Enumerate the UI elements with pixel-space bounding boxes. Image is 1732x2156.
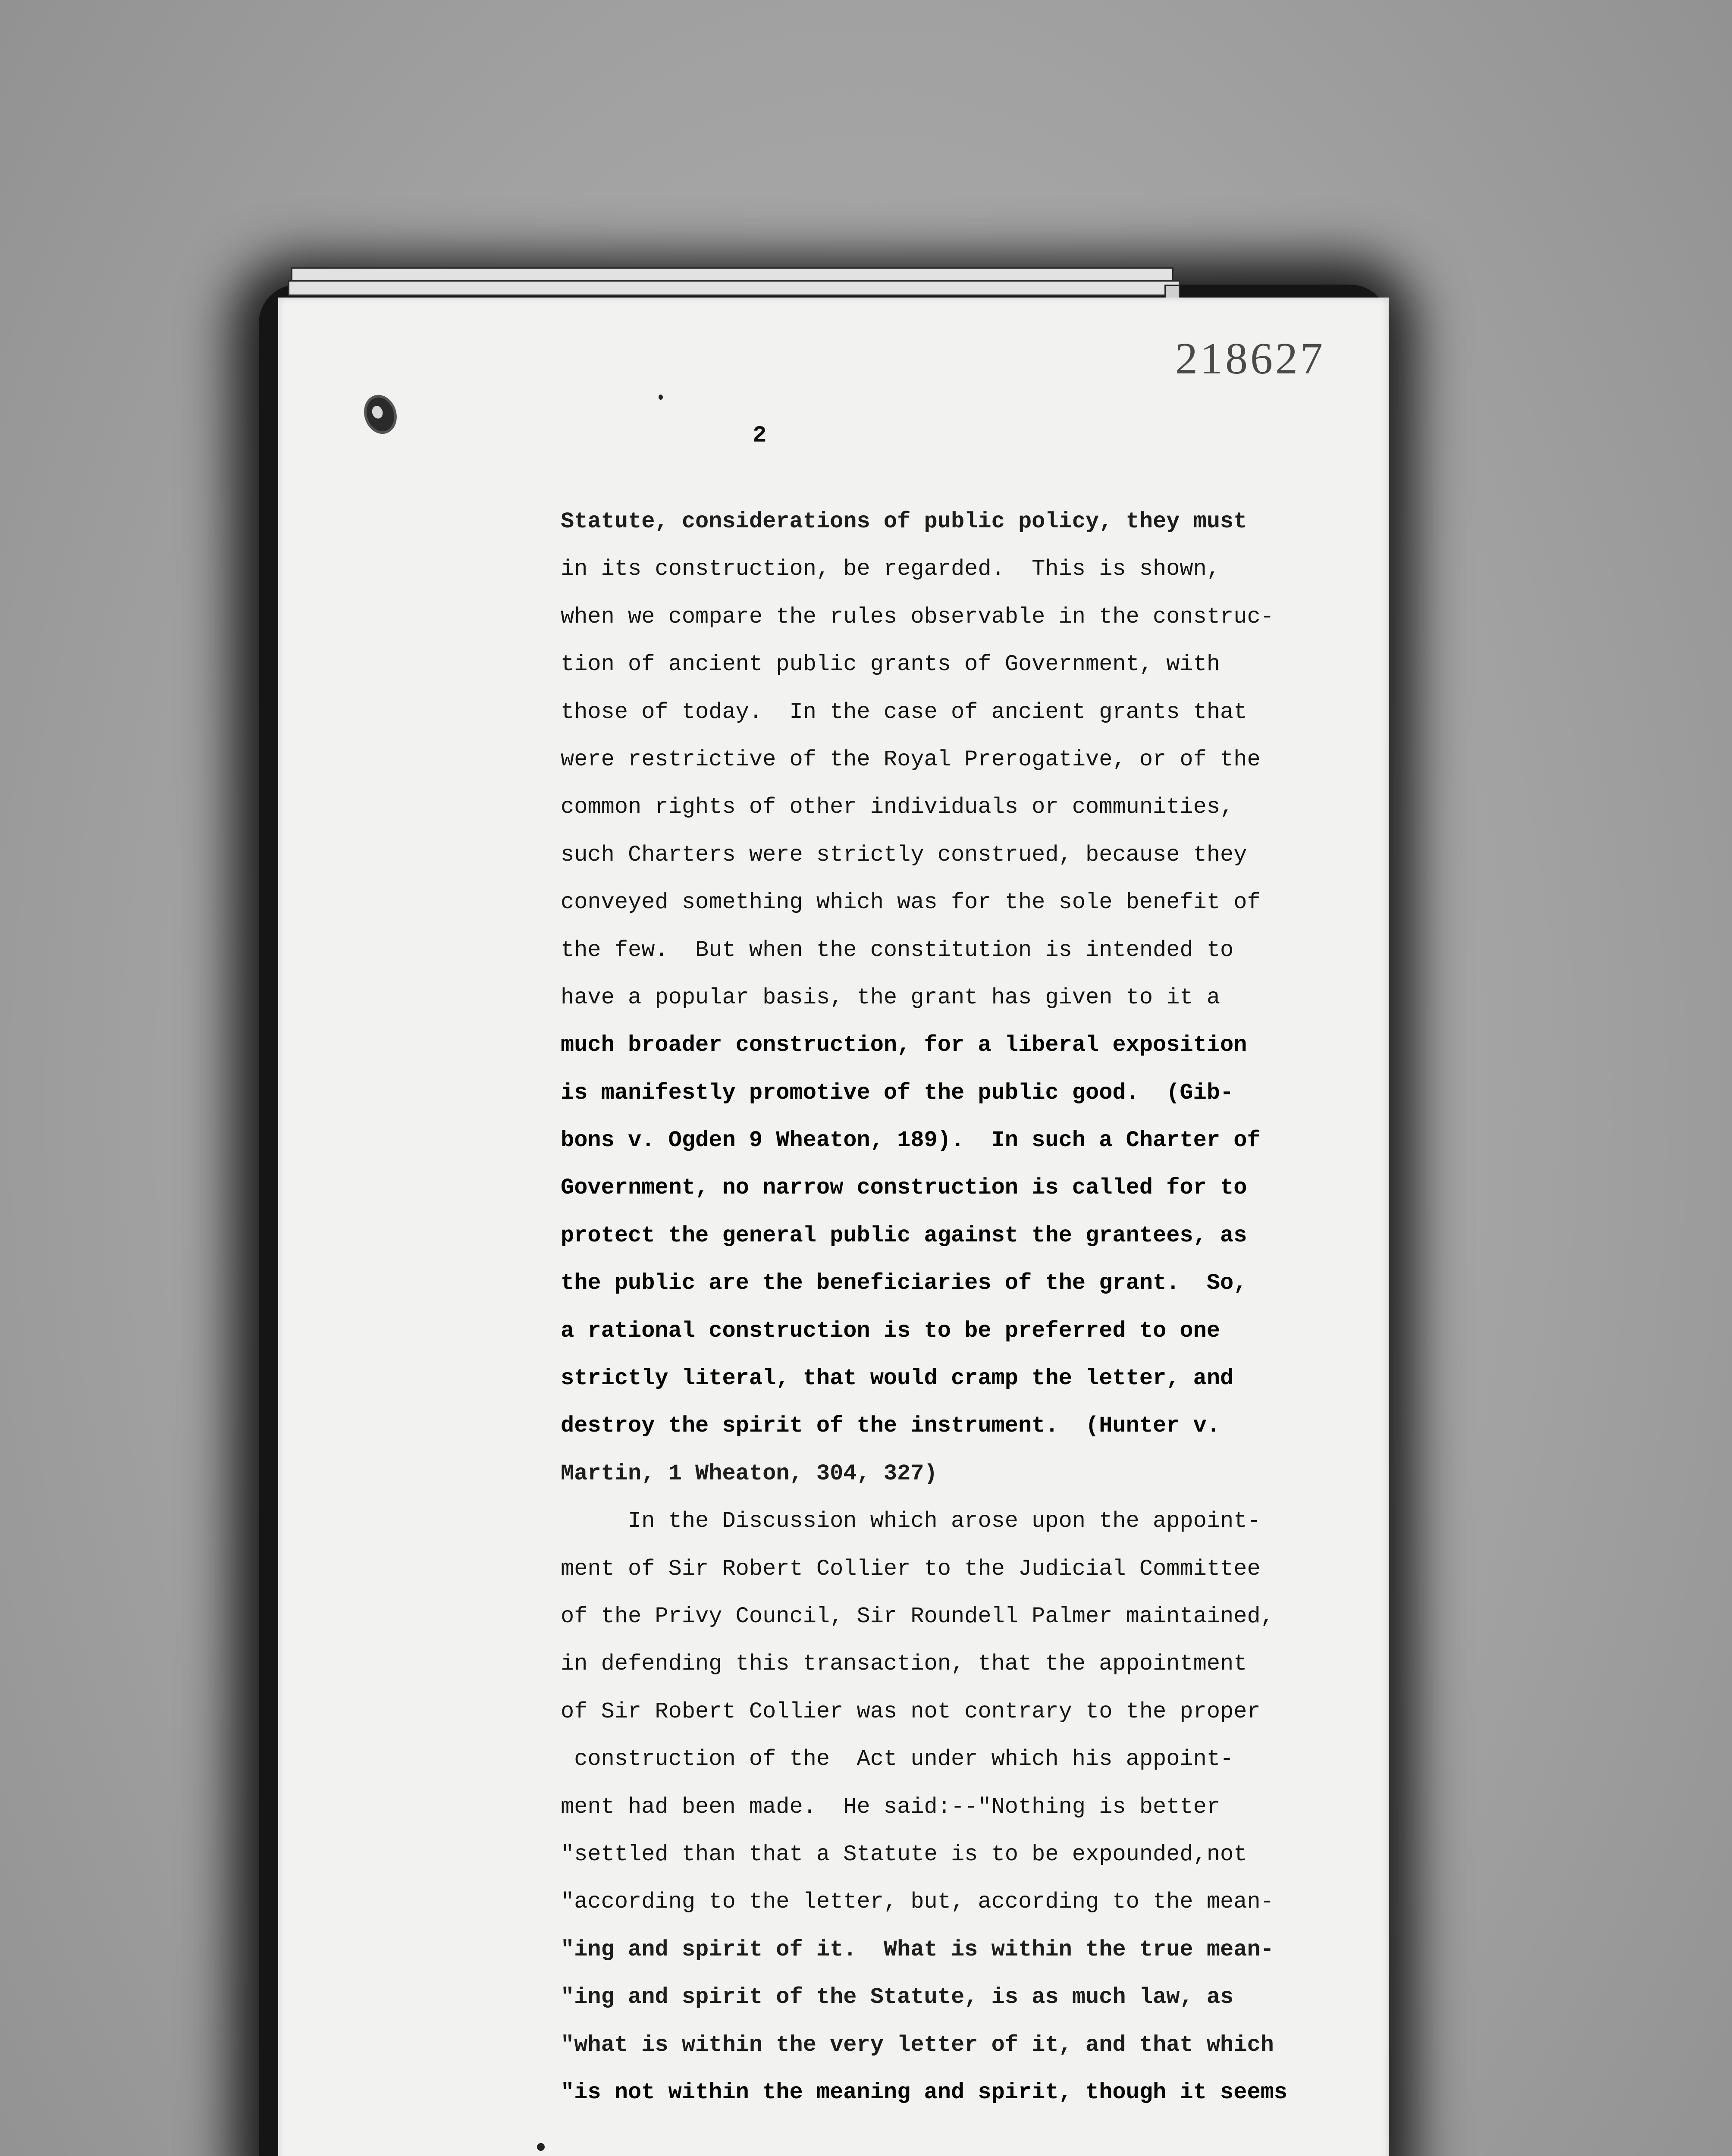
- stacked-sheet-edge: [288, 280, 1180, 296]
- text-line: a rational construction is to be preferred to one: [561, 1318, 1221, 1344]
- text-line: "what is within the very letter of it, and that which: [561, 2032, 1274, 2058]
- text-line: "according to the letter, but, according to the mean-: [561, 1889, 1274, 1915]
- document-page: [278, 298, 1389, 2156]
- text-line: common rights of other individuals or communities,: [561, 794, 1234, 820]
- text-line: in its construction, be regarded. This is shown,: [561, 556, 1221, 582]
- text-line: Government, no narrow construction is called for to: [561, 1175, 1247, 1201]
- text-line: "settled than that a Statute is to be expounded,not: [561, 1841, 1247, 1867]
- text-line: the few. But when the constitution is intended to: [561, 937, 1234, 963]
- text-line: ment of Sir Robert Collier to the Judicial Committee: [561, 1556, 1261, 1582]
- archive-stamp-number: 218627: [1175, 334, 1325, 383]
- text-line: were restrictive of the Royal Prerogative, or of the: [561, 746, 1261, 772]
- text-line: of the Privy Council, Sir Roundell Palmer maintained,: [561, 1603, 1274, 1629]
- text-line: is manifestly promotive of the public good. (Gib-: [561, 1080, 1234, 1106]
- text-line: have a popular basis, the grant has given to it a: [561, 984, 1221, 1010]
- text-line: "is not within the meaning and spirit, though it seems: [561, 2079, 1288, 2105]
- text-line: ment had been made. He said:--"Nothing is better: [561, 1794, 1221, 1820]
- typed-body-text: [561, 498, 1639, 2116]
- text-line: destroy the spirit of the instrument. (Hunter v.: [561, 1413, 1221, 1439]
- text-line: much broader construction, for a liberal exposition: [561, 1032, 1247, 1058]
- text-line: "ing and spirit of the Statute, is as much law, as: [561, 1984, 1234, 2010]
- text-line: of Sir Robert Collier was not contrary to the proper: [561, 1698, 1261, 1724]
- page-number: 2: [753, 423, 767, 449]
- text-line: strictly literal, that would cramp the letter, and: [561, 1366, 1234, 1391]
- text-line: tion of ancient public grants of Government, with: [561, 652, 1221, 677]
- text-line: the public are the beneficiaries of the grant. So,: [561, 1270, 1247, 1296]
- text-line: conveyed something which was for the sole benefit of: [561, 890, 1261, 915]
- text-line: construction of the Act under which his appoint-: [561, 1746, 1234, 1772]
- text-line: Martin, 1 Wheaton, 304, 327): [561, 1460, 938, 1486]
- text-line: Statute, considerations of public policy, they must: [561, 509, 1247, 534]
- text-line: In the Discussion which arose upon the appoint-: [561, 1508, 1261, 1534]
- ink-dot: [659, 395, 663, 400]
- text-line: in defending this transaction, that the appointment: [561, 1651, 1247, 1677]
- text-line: those of today. In the case of ancient grants that: [561, 699, 1247, 725]
- text-line: when we compare the rules observable in the construc-: [561, 604, 1274, 630]
- punch-hole: [359, 391, 402, 438]
- text-line: "ing and spirit of it. What is within the true mean-: [561, 1937, 1274, 1962]
- text-line: protect the general public against the grantees, as: [561, 1222, 1247, 1248]
- continuation-mark: [537, 2143, 545, 2151]
- text-line: such Charters were strictly construed, because they: [561, 842, 1247, 868]
- text-line: bons v. Ogden 9 Wheaton, 189). In such a Charter of: [561, 1128, 1261, 1153]
